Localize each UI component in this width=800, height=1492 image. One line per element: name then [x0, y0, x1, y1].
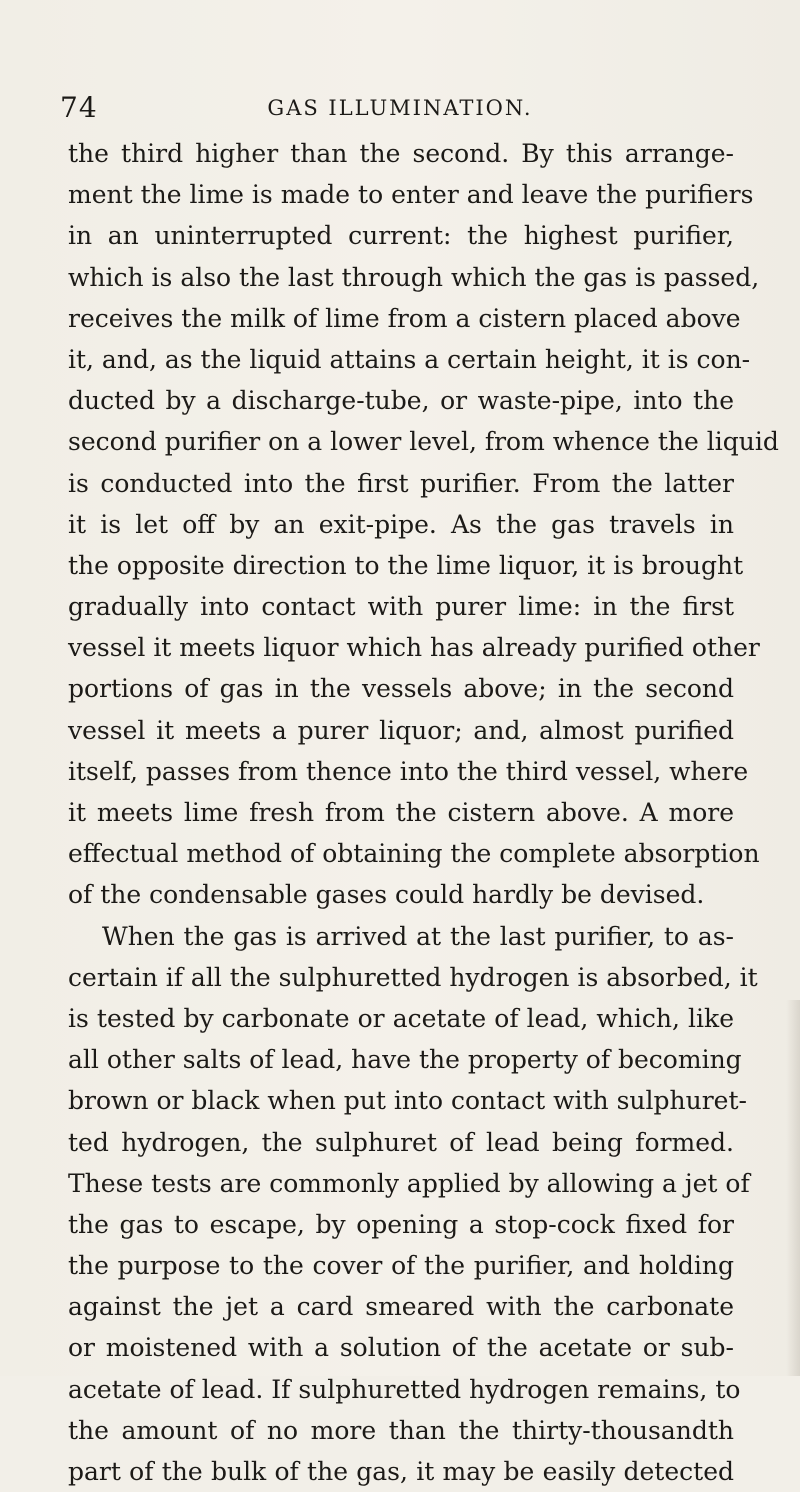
text-line: brown or black when put into contact with sulphuret- — [68, 1086, 747, 1116]
text-line: portions of gas in the vessels above; in the second — [68, 674, 734, 704]
text-line: certain if all the sulphuretted hydrogen is absorbed, it — [68, 962, 758, 992]
running-title: GAS ILLUMINATION. — [267, 96, 533, 120]
text-line: all other salts of lead, have the property of becoming — [68, 1045, 742, 1075]
text-line: it meets lime fresh from the cistern above. A more — [68, 798, 734, 827]
text-line: the amount of no more than the thirty-thousandth — [68, 1415, 734, 1445]
page-edge-shadow — [786, 1000, 800, 1376]
text-line: ted hydrogen, the sulphuret of lead being formed. — [68, 1127, 734, 1157]
text-line: ducted by a discharge-tube, or waste-pipe, into the — [68, 386, 734, 416]
text-line: ment the lime is made to enter and leave the purifiers — [68, 180, 754, 210]
text-line: itself, passes from thence into the third vessel, where — [68, 756, 749, 786]
text-line: against the jet a card smeared with the carbonate — [68, 1292, 734, 1322]
text-line: acetate of lead. If sulphuretted hydrogen remains, to — [68, 1374, 741, 1404]
text-line: vessel it meets liquor which has already purified other — [68, 633, 760, 663]
text-line: in an uninterrupted current: the highest purifier, — [68, 221, 734, 251]
text-line: which is also the last through which the gas is passed, — [68, 262, 760, 292]
text-line: it, and, as the liquid attains a certain height, it is con- — [68, 344, 751, 374]
page-header — [60, 90, 740, 126]
text-line: or moistened with a solution of the acetate or sub- — [68, 1333, 734, 1363]
text-line: When the gas is arrived at the last purifier, to as- — [102, 921, 734, 951]
text-line: it is let off by an exit-pipe. As the gas travels in — [68, 509, 734, 539]
text-line: the purpose to the cover of the purifier, and holding — [68, 1251, 734, 1281]
text-line: the gas to escape, by opening a stop-cock fixed for — [68, 1209, 734, 1239]
page-number: 74 — [60, 91, 98, 124]
text-line: the third higher than the second. By this arrange- — [68, 139, 734, 168]
text-line: gradually into contact with purer lime: in the first — [68, 592, 734, 622]
text-line: is tested by carbonate or acetate of lead, which, like — [68, 1003, 734, 1033]
text-line: vessel it meets a purer liquor; and, almost purified — [68, 715, 734, 745]
text-line: of the condensable gases could hardly be devised. — [68, 880, 705, 910]
text-line: part of the bulk of the gas, it may be easily detected — [68, 1457, 734, 1486]
text-line: These tests are commonly applied by allowing a jet of — [68, 1168, 750, 1198]
text-line: effectual method of obtaining the complete absorption — [68, 839, 760, 869]
body-text — [68, 133, 779, 1492]
text-line: receives the milk of lime from a cistern placed above — [68, 303, 741, 333]
text-line: second purifier on a lower level, from whence the liquid — [68, 427, 779, 457]
text-line: the opposite direction to the lime liquor, it is brought — [68, 550, 744, 580]
text-line: is conducted into the first purifier. From the latter — [68, 468, 734, 498]
